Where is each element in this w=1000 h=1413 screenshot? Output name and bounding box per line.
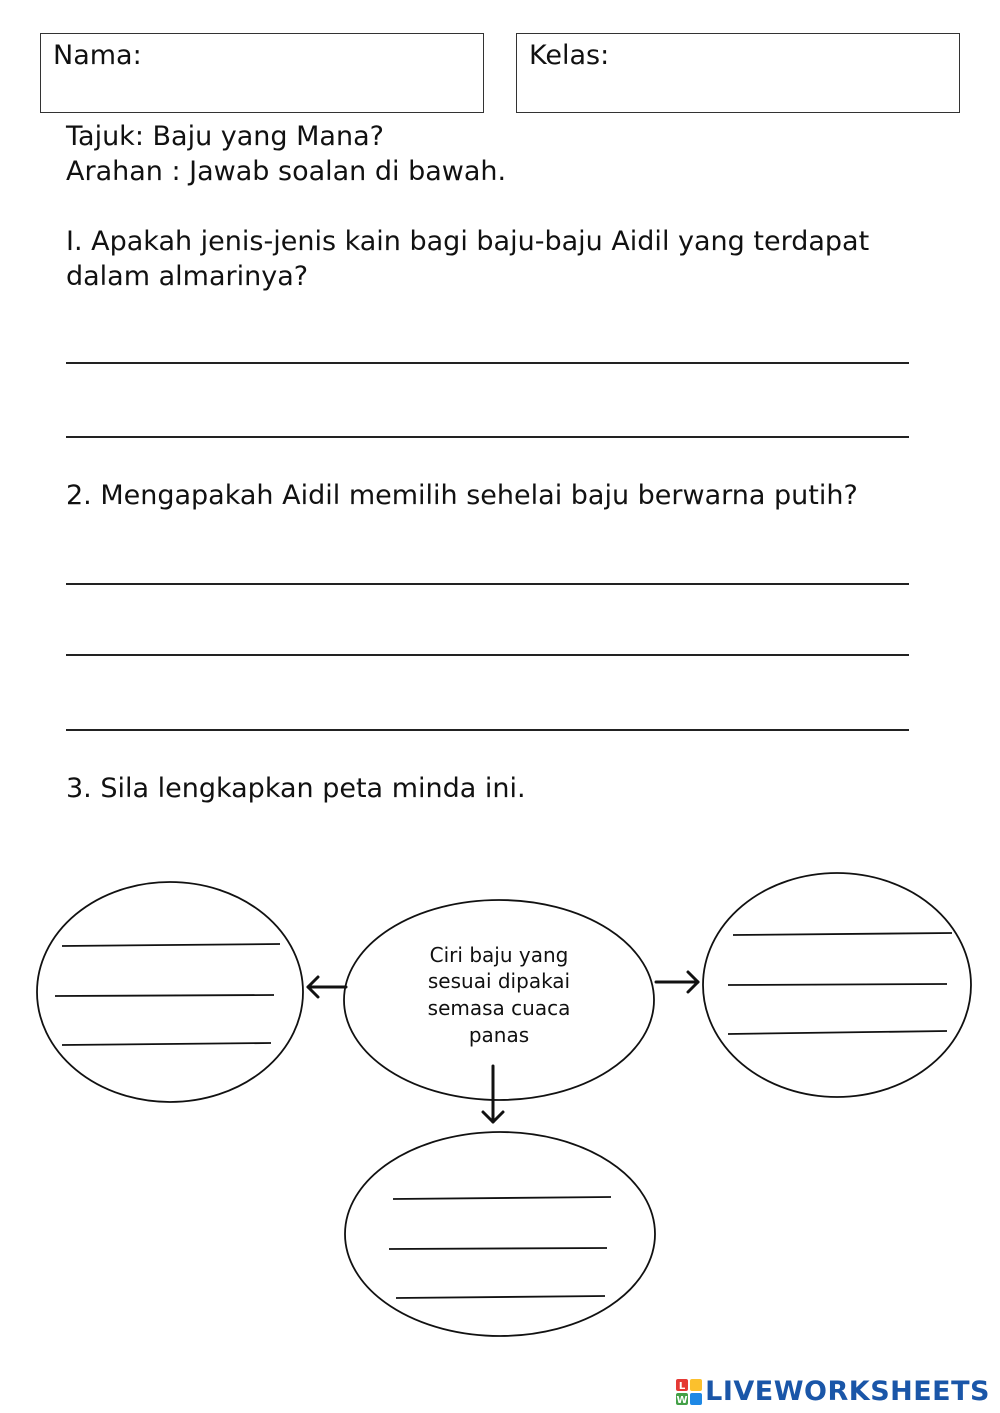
worksheet-instruction: Arahan : Jawab soalan di bawah. — [66, 156, 507, 187]
brand-name: LIVEWORKSHEETS — [705, 1376, 990, 1407]
arrow-down-icon — [483, 1066, 503, 1122]
question-3: 3. Sila lengkapkan peta minda ini. — [66, 773, 526, 804]
answer-line-q1-2[interactable] — [66, 436, 909, 438]
logo-letter-l: L — [678, 1380, 686, 1392]
question-1-line-1: I. Apakah jenis-jenis kain bagi baju-baju Aidil yang terdapat — [66, 226, 870, 257]
bottom-bubble-line-1[interactable] — [393, 1197, 611, 1199]
name-field[interactable] — [40, 33, 484, 113]
center-text-line-4: panas — [468, 1023, 530, 1047]
left-bubble-line-3[interactable] — [62, 1043, 271, 1045]
arrow-left-icon — [308, 977, 346, 997]
bottom-bubble-line-3[interactable] — [396, 1296, 605, 1298]
liveworksheets-logo — [676, 1376, 990, 1407]
class-label: Kelas: — [529, 40, 610, 71]
arrow-right-icon — [656, 972, 698, 992]
logo-letter-w: W — [676, 1394, 688, 1405]
answer-line-q1-1[interactable] — [66, 362, 909, 364]
class-field[interactable] — [516, 33, 960, 113]
worksheet-title: Tajuk: Baju yang Mana? — [66, 121, 384, 152]
question-1-line-2: dalam almarinya? — [66, 261, 309, 292]
right-bubble-line-1[interactable] — [733, 933, 952, 935]
left-bubble-line-2[interactable] — [55, 995, 274, 996]
center-text-line-3: semasa cuaca — [427, 996, 571, 1020]
mind-map — [0, 860, 1000, 1360]
question-2: 2. Mengapakah Aidil memilih sehelai baju berwarna putih? — [66, 480, 858, 511]
answer-line-q2-3[interactable] — [66, 729, 909, 731]
right-bubble-line-3[interactable] — [728, 1031, 947, 1034]
name-label: Nama: — [53, 40, 142, 71]
bottom-bubble — [345, 1132, 655, 1336]
left-bubble-line-1[interactable] — [62, 944, 280, 946]
center-text-line-2: sesuai dipakai — [427, 969, 571, 993]
liveworksheets-logo-icon — [676, 1379, 702, 1405]
right-bubble-line-2[interactable] — [728, 984, 947, 985]
answer-line-q2-1[interactable] — [66, 583, 909, 585]
answer-line-q2-2[interactable] — [66, 654, 909, 656]
left-bubble — [37, 882, 303, 1102]
center-text-line-1: Ciri baju yang — [429, 943, 569, 967]
bottom-bubble-line-2[interactable] — [389, 1248, 607, 1249]
